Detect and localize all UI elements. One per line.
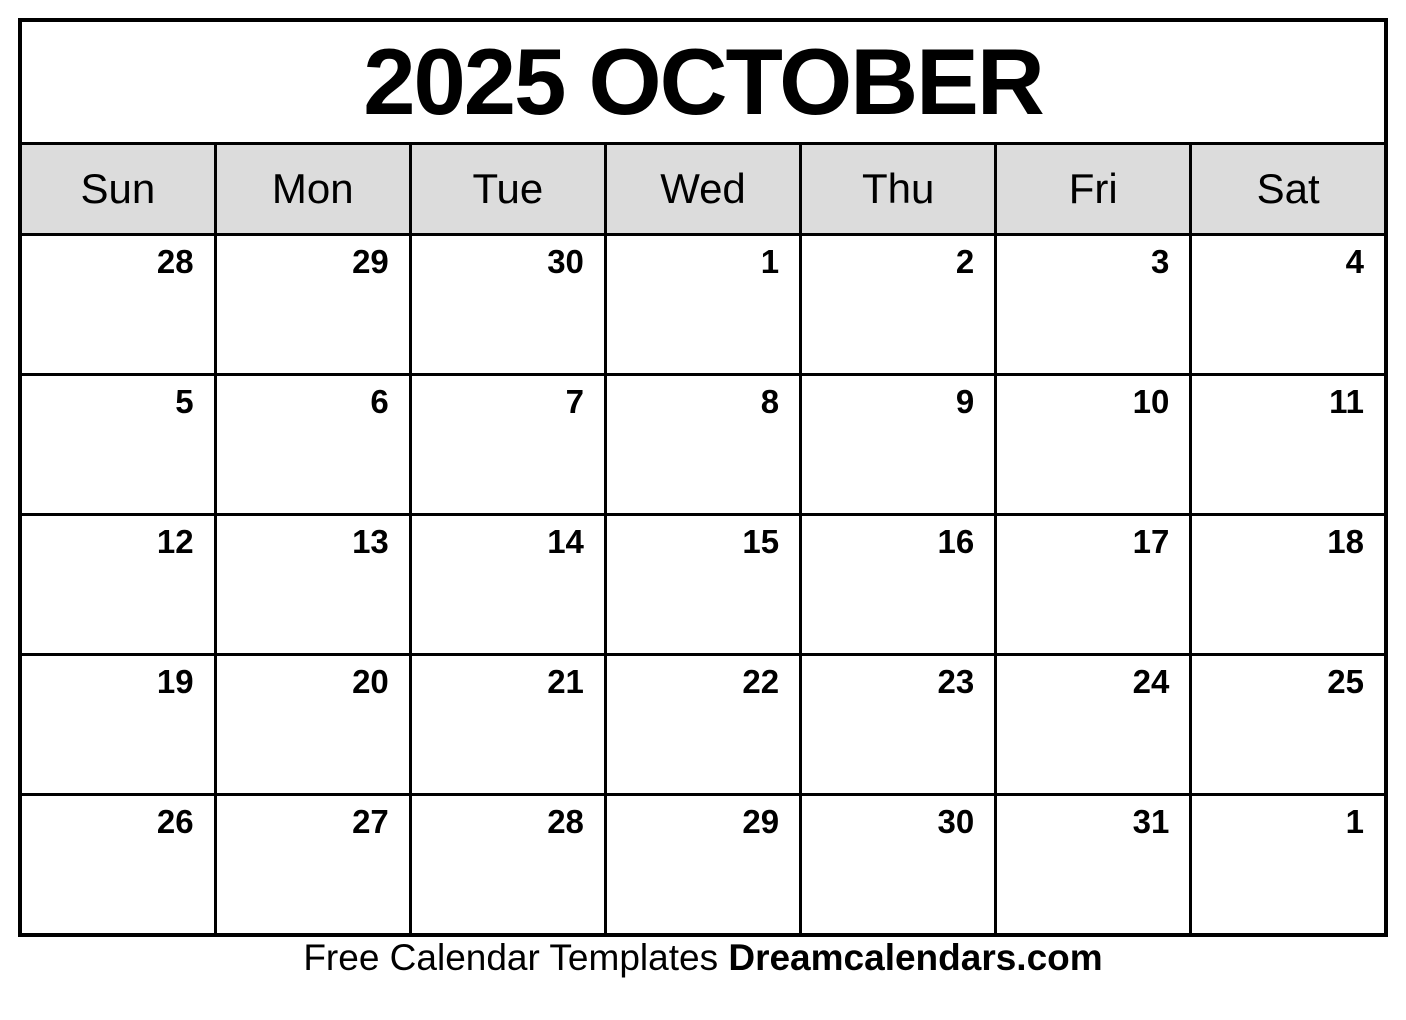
- day-header-tue: Tue: [410, 144, 605, 235]
- footer-credit: [0, 934, 1406, 982]
- day-number: 23: [937, 663, 975, 700]
- day-number: 16: [937, 523, 975, 560]
- day-number: 26: [156, 803, 194, 840]
- day-number: 20: [352, 663, 389, 700]
- day-number: 29: [352, 243, 389, 280]
- day-cell: [801, 235, 996, 375]
- day-cell: [996, 235, 1191, 375]
- calendar-title: 2025 OCTOBER: [363, 29, 1043, 134]
- day-cell: [1191, 235, 1386, 375]
- day-cell: [1191, 375, 1386, 515]
- title-cell: [20, 20, 1386, 144]
- day-cell: [215, 515, 410, 655]
- day-header-sat: Sat: [1191, 144, 1386, 235]
- day-header-mon: Mon: [215, 144, 410, 235]
- day-cell: [1191, 515, 1386, 655]
- day-cell: [20, 795, 215, 936]
- day-cell: [20, 375, 215, 515]
- day-number: 7: [565, 383, 584, 420]
- week-row-5: [20, 795, 1386, 936]
- day-header-sun: Sun: [20, 144, 215, 235]
- day-header-thu: Thu: [801, 144, 996, 235]
- footer-text: Free Calendar Templates: [303, 937, 719, 978]
- day-cell: [996, 515, 1191, 655]
- day-number: 28: [547, 803, 584, 840]
- day-number: 27: [352, 803, 389, 840]
- day-cell: [410, 375, 605, 515]
- day-number: 17: [1132, 523, 1170, 560]
- day-number: 24: [1132, 663, 1170, 700]
- day-number: 11: [1329, 383, 1364, 420]
- day-number: 31: [1132, 803, 1170, 840]
- day-cell: [215, 375, 410, 515]
- day-cell: [1191, 795, 1386, 936]
- footer-brand: Dreamcalendars.com: [728, 937, 1103, 978]
- day-header-row: [20, 144, 1386, 235]
- day-number: 12: [156, 523, 194, 560]
- day-cell: [801, 375, 996, 515]
- day-cell: [215, 235, 410, 375]
- day-cell: [215, 795, 410, 936]
- day-cell: [996, 795, 1191, 936]
- day-number: 2: [955, 243, 975, 280]
- day-number: 14: [547, 523, 584, 560]
- day-cell: [605, 795, 800, 936]
- day-number: 10: [1132, 383, 1170, 420]
- week-row-3: [20, 515, 1386, 655]
- week-row-2: [20, 375, 1386, 515]
- day-number: 29: [742, 803, 780, 840]
- day-number: 13: [352, 523, 389, 560]
- day-number: 5: [175, 383, 194, 420]
- day-cell: [410, 655, 605, 795]
- day-number: 21: [547, 663, 584, 700]
- day-cell: [605, 235, 800, 375]
- day-cell: [996, 655, 1191, 795]
- day-number: 4: [1345, 243, 1364, 280]
- day-cell: [801, 795, 996, 936]
- day-cell: [410, 515, 605, 655]
- day-number: 22: [742, 663, 780, 700]
- day-number: 18: [1327, 523, 1364, 560]
- day-cell: [20, 515, 215, 655]
- day-cell: [20, 655, 215, 795]
- day-number: 1: [760, 243, 780, 280]
- day-number: 3: [1150, 243, 1170, 280]
- day-cell: [801, 515, 996, 655]
- day-cell: [605, 375, 800, 515]
- day-cell: [801, 655, 996, 795]
- day-number: 28: [156, 243, 194, 280]
- day-cell: [410, 795, 605, 936]
- day-cell: [605, 515, 800, 655]
- day-cell: [1191, 655, 1386, 795]
- day-number: 19: [156, 663, 194, 700]
- day-cell: [605, 655, 800, 795]
- day-header-fri: Fri: [996, 144, 1191, 235]
- day-cell: [996, 375, 1191, 515]
- day-cell: [215, 655, 410, 795]
- day-number: 8: [760, 383, 780, 420]
- day-number: 1: [1345, 803, 1364, 840]
- day-cell: [20, 235, 215, 375]
- day-number: 15: [742, 523, 780, 560]
- week-row-1: [20, 235, 1386, 375]
- day-cell: [410, 235, 605, 375]
- day-number: 30: [547, 243, 584, 280]
- day-number: 6: [370, 383, 389, 420]
- week-row-4: [20, 655, 1386, 795]
- day-number: 30: [937, 803, 975, 840]
- day-number: 25: [1327, 663, 1364, 700]
- day-header-wed: Wed: [605, 144, 800, 235]
- day-number: 9: [955, 383, 975, 420]
- calendar-table: [18, 18, 1388, 937]
